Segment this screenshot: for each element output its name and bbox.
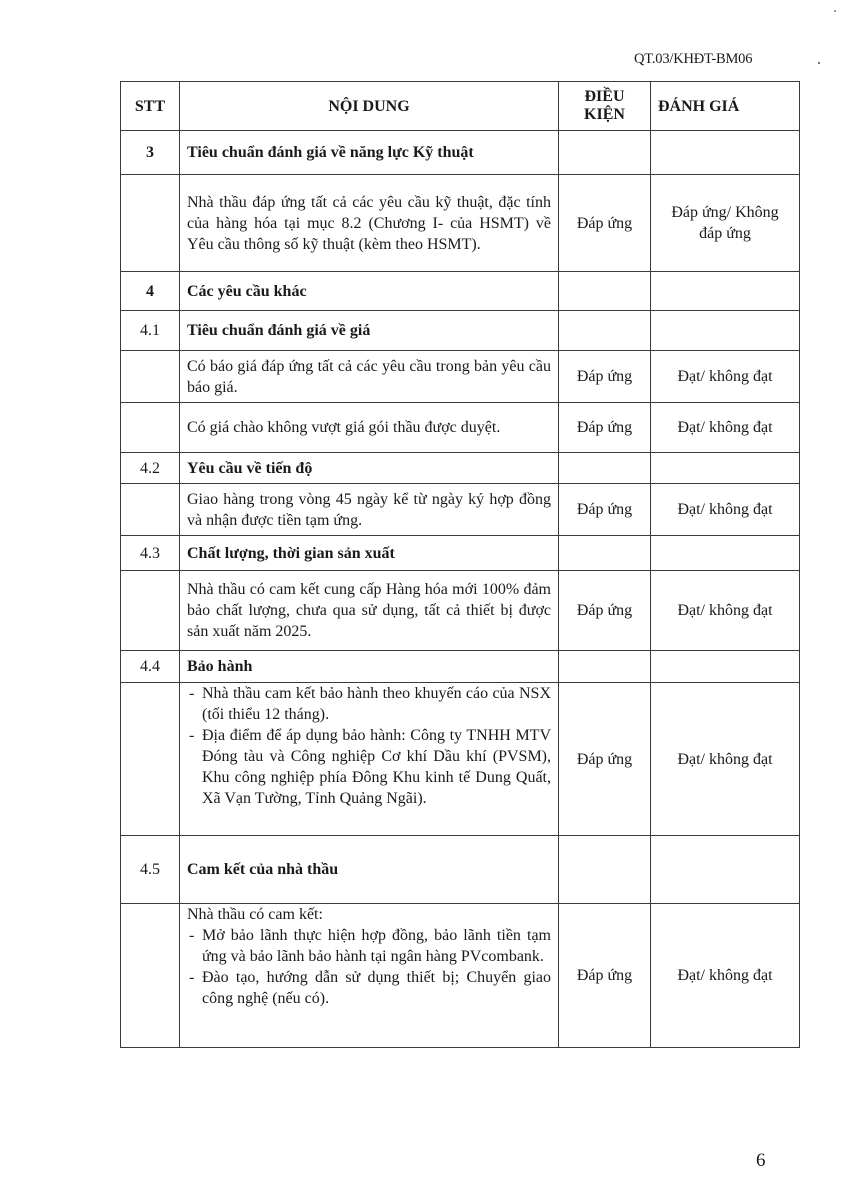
evaluation-cell <box>651 651 800 683</box>
evaluation-cell: Đạt/ không đạt <box>651 484 800 536</box>
section-title: Tiêu chuẩn đánh giá về giá <box>180 311 559 351</box>
stt-cell <box>121 403 180 453</box>
stt-cell: 4.4 <box>121 651 180 683</box>
table-row <box>121 571 800 651</box>
requirement-text: Nhà thầu đáp ứng tất cả các yêu cầu kỹ thuật, đặc tính của hàng hóa tại mục 8.2 (Chương I- của HSMT) về Yêu cầu thông số kỹ thuật (kèm theo HSMT). <box>180 175 559 272</box>
scan-speck <box>818 62 820 64</box>
table-header-row <box>121 82 800 131</box>
stt-cell: 4.1 <box>121 311 180 351</box>
bullet-item: - Nhà thầu cam kết bảo hành theo khuyến cáo của NSX (tối thiểu 12 tháng). <box>187 683 551 725</box>
stt-cell <box>121 175 180 272</box>
evaluation-cell: Đáp ứng/ Không đáp ứng <box>651 175 800 272</box>
requirement-text: Có báo giá đáp ứng tất cả các yêu cầu trong bản yêu cầu báo giá. <box>180 351 559 403</box>
stt-cell: 4.5 <box>121 836 180 904</box>
section-title: Cam kết của nhà thầu <box>180 836 559 904</box>
condition-cell <box>559 311 651 351</box>
column-header-condition <box>559 82 651 131</box>
stt-cell <box>121 683 180 836</box>
evaluation-cell <box>651 453 800 484</box>
evaluation-table <box>120 81 800 1048</box>
bullet-item: - Mở bảo lãnh thực hiện hợp đồng, bảo lãnh tiền tạm ứng và bảo lãnh bảo hành tại ngân hàng PVcombank. <box>187 925 551 967</box>
evaluation-cell: Đạt/ không đạt <box>651 571 800 651</box>
section-row-4-4 <box>121 651 800 683</box>
table-row <box>121 351 800 403</box>
table-row <box>121 484 800 536</box>
table-row <box>121 403 800 453</box>
requirement-text: Nhà thầu có cam kết cung cấp Hàng hóa mới 100% đảm bảo chất lượng, chưa qua sử dụng, tất cả thiết bị được sản xuất năm 2025. <box>180 571 559 651</box>
condition-cell <box>559 651 651 683</box>
column-header-evaluation: ĐÁNH GIÁ <box>651 82 800 131</box>
section-row-4-5 <box>121 836 800 904</box>
stt-cell: 3 <box>121 131 180 175</box>
condition-cell: Đáp ứng <box>559 175 651 272</box>
evaluation-cell: Đạt/ không đạt <box>651 683 800 836</box>
stt-cell: 4.3 <box>121 536 180 571</box>
section-row-4-1 <box>121 311 800 351</box>
evaluation-cell <box>651 311 800 351</box>
condition-cell <box>559 131 651 175</box>
commitment-intro: Nhà thầu có cam kết: <box>187 906 323 923</box>
condition-cell <box>559 536 651 571</box>
section-title: Các yêu cầu khác <box>180 272 559 311</box>
bullet-item: - Địa điểm để áp dụng bảo hành: Công ty TNHH MTV Đóng tàu và Công nghiệp Cơ khí Dầu khí (PVSM), Khu công nghiệp phía Đông Khu kinh tế Dung Quất, Xã Vạn Tường, Tỉnh Quảng Ngãi). <box>187 725 551 809</box>
evaluation-cell: Đạt/ không đạt <box>651 904 800 1048</box>
section-row-4 <box>121 272 800 311</box>
section-title: Bảo hành <box>180 651 559 683</box>
section-row-4-3 <box>121 536 800 571</box>
column-header-condition-line1: ĐIỀU <box>584 88 625 105</box>
section-row-4-2 <box>121 453 800 484</box>
warranty-bullet-list <box>187 683 551 809</box>
page-number: 6 <box>756 1150 766 1171</box>
table-row <box>121 683 800 836</box>
requirement-text <box>180 683 559 836</box>
condition-cell: Đáp ứng <box>559 351 651 403</box>
condition-cell <box>559 453 651 484</box>
commitment-bullet-list <box>187 925 551 1009</box>
section-title: Tiêu chuẩn đánh giá về năng lực Kỹ thuật <box>180 131 559 175</box>
condition-cell: Đáp ứng <box>559 403 651 453</box>
stt-cell <box>121 351 180 403</box>
requirement-text: Có giá chào không vượt giá gói thầu được duyệt. <box>180 403 559 453</box>
evaluation-cell <box>651 131 800 175</box>
scan-speck <box>834 10 836 12</box>
condition-cell: Đáp ứng <box>559 683 651 836</box>
column-header-condition-line2: KIỆN <box>584 106 625 123</box>
section-title: Yêu cầu về tiến độ <box>180 453 559 484</box>
stt-cell <box>121 904 180 1048</box>
stt-cell <box>121 571 180 651</box>
condition-cell: Đáp ứng <box>559 571 651 651</box>
section-title: Chất lượng, thời gian sản xuất <box>180 536 559 571</box>
condition-cell: Đáp ứng <box>559 904 651 1048</box>
condition-cell <box>559 836 651 904</box>
column-header-content: NỘI DUNG <box>180 82 559 131</box>
condition-cell <box>559 272 651 311</box>
section-row-3 <box>121 131 800 175</box>
stt-cell: 4 <box>121 272 180 311</box>
requirement-text <box>180 904 559 1048</box>
evaluation-cell <box>651 836 800 904</box>
evaluation-cell <box>651 272 800 311</box>
condition-cell: Đáp ứng <box>559 484 651 536</box>
stt-cell <box>121 484 180 536</box>
evaluation-cell: Đạt/ không đạt <box>651 351 800 403</box>
table-row <box>121 175 800 272</box>
stt-cell: 4.2 <box>121 453 180 484</box>
evaluation-cell <box>651 536 800 571</box>
column-header-stt: STT <box>121 82 180 131</box>
bullet-item: - Đào tạo, hướng dẫn sử dụng thiết bị; Chuyển giao công nghệ (nếu có). <box>187 967 551 1009</box>
evaluation-cell: Đạt/ không đạt <box>651 403 800 453</box>
document-code: QT.03/KHĐT-BM06 <box>634 51 753 67</box>
table-row <box>121 904 800 1048</box>
requirement-text: Giao hàng trong vòng 45 ngày kể từ ngày ký hợp đồng và nhận được tiền tạm ứng. <box>180 484 559 536</box>
